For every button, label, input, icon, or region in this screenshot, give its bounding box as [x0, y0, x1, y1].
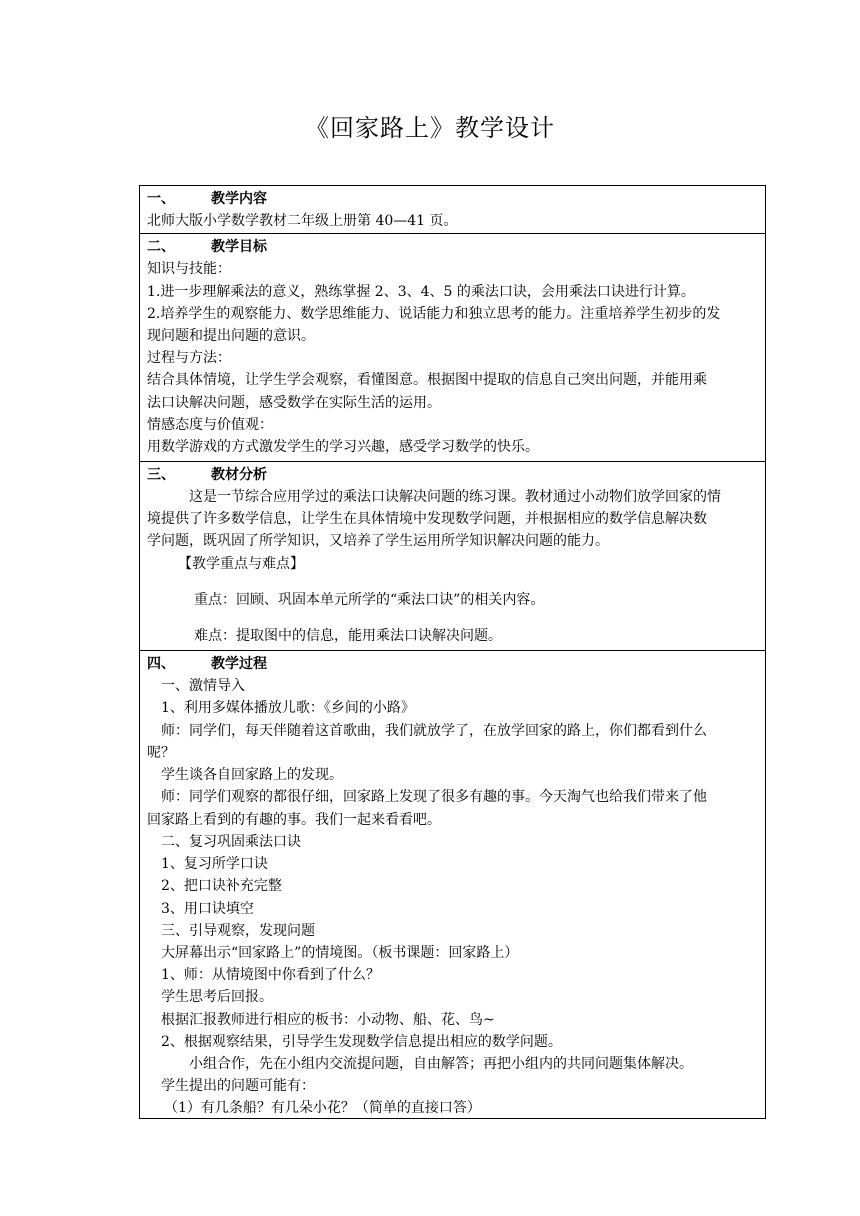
text-line: 三、引导观察，发现问题 — [161, 923, 315, 939]
lesson-plan-table — [139, 185, 766, 1119]
text-line: （1）有几条船？有几朵小花？（简单的直接口答） — [164, 1100, 481, 1116]
text-line: 学问题，既巩固了所学知识，又培养了学生运用所学知识解决问题的能力。 — [147, 533, 609, 549]
text-line: 1、利用多媒体播放儿歌：《乡间的小路》 — [161, 700, 415, 716]
text-line: 情感态度与价值观： — [147, 417, 273, 433]
section-heading — [147, 653, 759, 675]
text-line: 知识与技能： — [147, 261, 231, 277]
section-title: 教学内容 — [211, 191, 267, 207]
section-number: 一、 — [147, 191, 175, 207]
text-line: 结合具体情境，让学生学会观察，看懂图意。根据图中提取的信息自己突出问题，并能用乘 — [147, 372, 707, 388]
key-point: 重点：回顾、巩固本单元所学的“乘法口诀”的相关内容。 — [194, 592, 545, 608]
section-title: 教学目标 — [211, 239, 267, 255]
text-line: 法口诀解决问题，感受数学在实际生活的运用。 — [147, 395, 441, 411]
key-points-label: 【教学重点与难点】 — [178, 556, 304, 572]
text-line: 现问题和提出问题的意识。 — [147, 328, 315, 344]
text-line: 根据汇报教师进行相应的板书：小动物、船、花、鸟~ — [161, 1012, 495, 1028]
text-line: 二、复习巩固乘法口诀 — [161, 834, 301, 850]
text-line: 大屏幕出示“回家路上”的情境图。（板书课题：回家路上） — [161, 945, 519, 961]
section-heading — [147, 236, 759, 258]
text-line: 境提供了许多数学信息，让学生在具体情境中发现数学问题，并根据相应的数学信息解决数 — [147, 511, 707, 527]
difficult-point: 难点：提取图中的信息，能用乘法口诀解决问题。 — [194, 628, 502, 644]
section-number: 四、 — [147, 656, 175, 672]
text-line: 过程与方法： — [147, 350, 231, 366]
text-line: 学生提出的问题可能有： — [161, 1078, 315, 1094]
text-line: 2、根据观察结果，引导学生发现数学信息提出相应的数学问题。 — [161, 1034, 562, 1050]
text-line: 1、师：从情境图中你看到了什么？ — [161, 967, 380, 983]
section-title: 教学过程 — [211, 656, 267, 672]
text-line: 学生思考后回报。 — [161, 989, 273, 1005]
text-line: 2.培养学生的观察能力、数学思维能力、说话能力和独立思考的能力。注重培养学生初步的发 — [147, 306, 721, 322]
section-material-analysis — [140, 461, 765, 650]
section-text: 北师大版小学数学教材二年级上册第 40—41 页。 — [147, 213, 458, 229]
section-heading — [147, 188, 759, 210]
text-line: 3、用口诀填空 — [161, 901, 254, 917]
section-title: 教材分析 — [211, 467, 267, 483]
text-line: 小组合作，先在小组内交流提问题，自由解答；再把小组内的共同问题集体解决。 — [189, 1056, 693, 1072]
text-line: 学生谈各自回家路上的发现。 — [161, 767, 343, 783]
section-heading — [147, 464, 759, 486]
text-line: 1、复习所学口诀 — [161, 856, 268, 872]
text-line: 一、激情导入 — [161, 678, 245, 694]
text-line: 师：同学们观察的都很仔细，回家路上发现了很多有趣的事。今天淘气也给我们带来了他 — [161, 789, 707, 805]
text-line: 这是一节综合应用学过的乘法口诀解决问题的练习课。教材通过小动物们放学回家的情 — [189, 489, 721, 505]
section-number: 三、 — [147, 467, 175, 483]
text-line: 2、把口诀补充完整 — [161, 878, 282, 894]
text-line: 用数学游戏的方式激发学生的学习兴趣，感受学习数学的快乐。 — [147, 439, 539, 455]
text-line: 呢？ — [147, 745, 175, 761]
text-line: 1.进一步理解乘法的意义，熟练掌握 2、3、4、5 的乘法口诀，会用乘法口诀进行计算。 — [147, 284, 695, 300]
text-line: 师：同学们，每天伴随着这首歌曲，我们就放学了，在放学回家的路上，你们都看到什么 — [161, 723, 707, 739]
section-teaching-content — [140, 186, 765, 233]
section-number: 二、 — [147, 239, 175, 255]
section-teaching-objectives — [140, 233, 765, 461]
section-teaching-process — [140, 650, 765, 1120]
document-title: 《回家路上》教学设计 — [305, 114, 555, 142]
text-line: 回家路上看到的有趣的事。我们一起来看看吧。 — [147, 812, 441, 828]
